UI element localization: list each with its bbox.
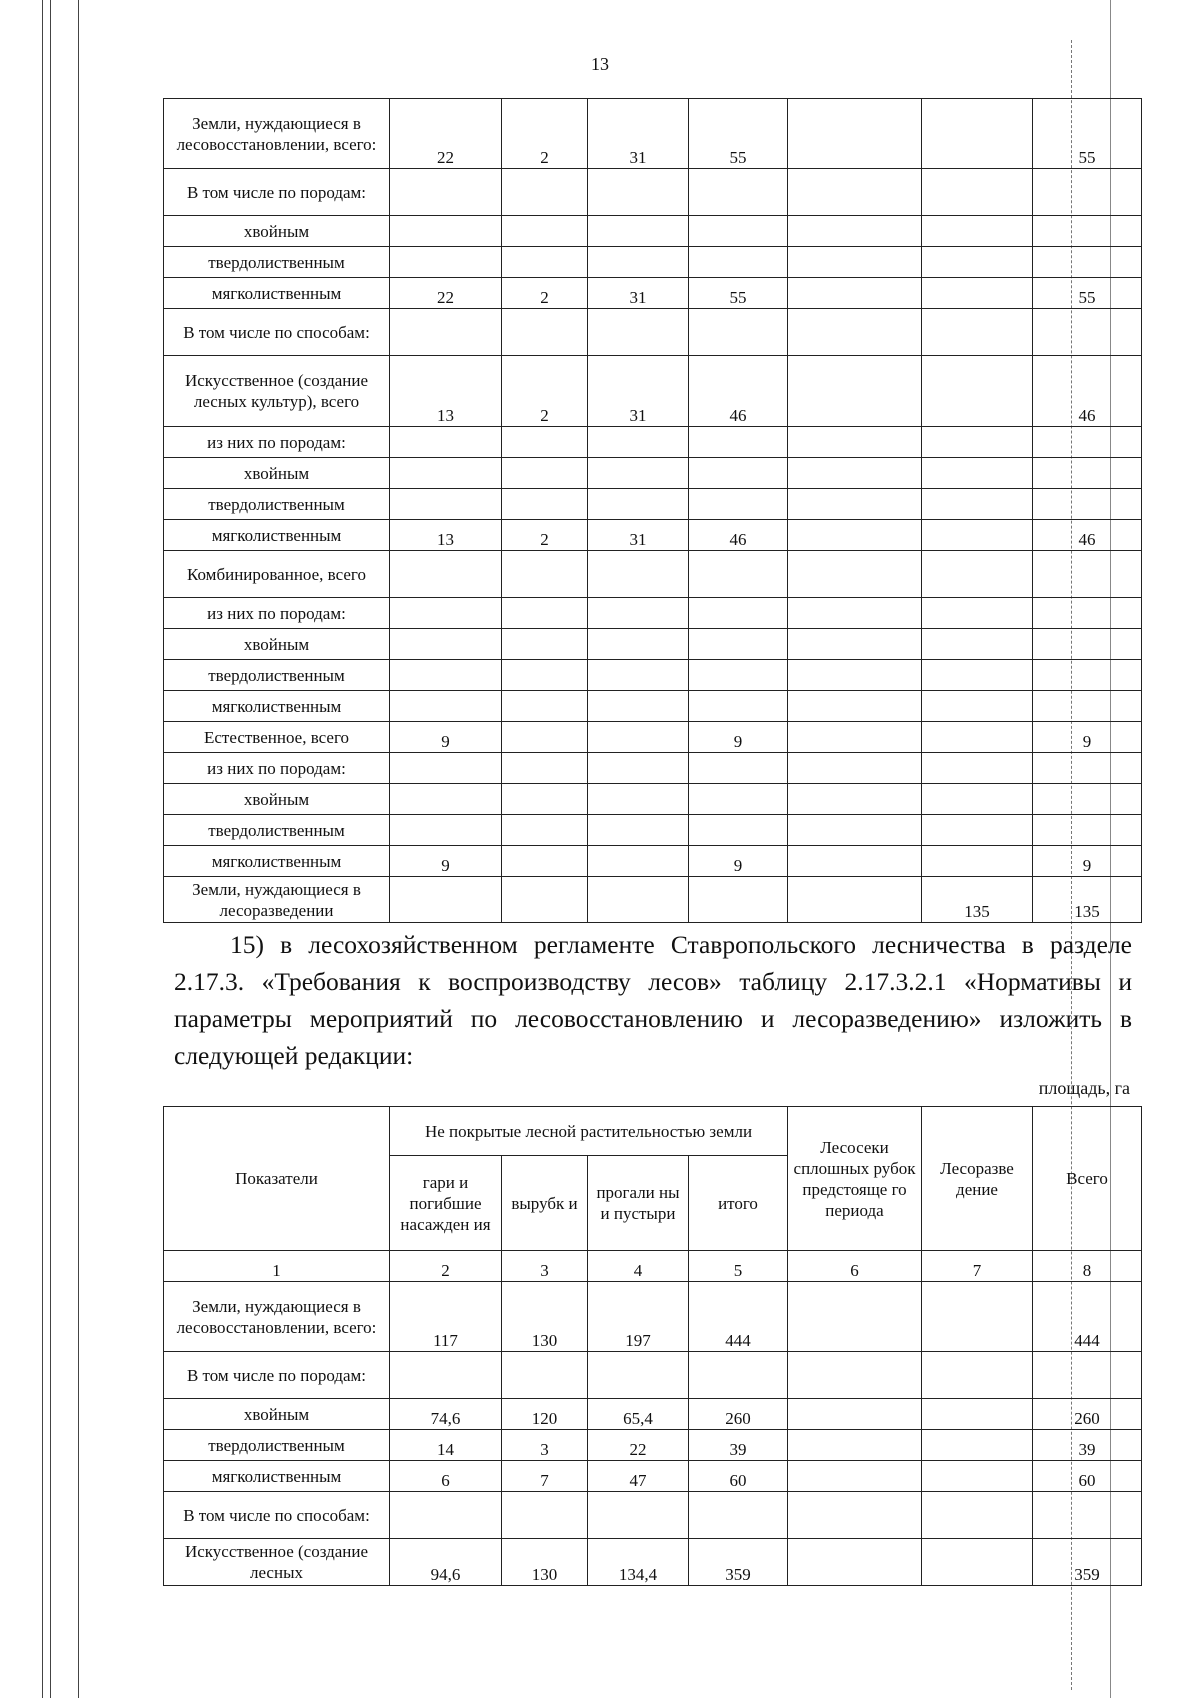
- row-label: Естественное, всего: [164, 722, 390, 753]
- table-cell: [689, 551, 788, 598]
- table-cell: 65,4: [588, 1399, 689, 1430]
- table-cell: [502, 247, 588, 278]
- table-cell: [588, 1492, 689, 1539]
- header-indicators: Показатели: [164, 1107, 390, 1251]
- table-cell: [390, 784, 502, 815]
- table-cell: 31: [588, 356, 689, 427]
- table-cell: [1033, 629, 1142, 660]
- table-cell: [689, 691, 788, 722]
- table-cell: [922, 1430, 1033, 1461]
- row-label: твердолиственным: [164, 815, 390, 846]
- table-cell: 60: [689, 1461, 788, 1492]
- table-cell: [922, 1352, 1033, 1399]
- table-cell: [689, 216, 788, 247]
- table-cell: [502, 784, 588, 815]
- table-cell: 3: [502, 1430, 588, 1461]
- table-cell: [788, 356, 922, 427]
- table-cell: 359: [1033, 1539, 1142, 1586]
- table-cell: [588, 722, 689, 753]
- table-cell: [588, 551, 689, 598]
- table-cell: [788, 629, 922, 660]
- row-label: из них по породам:: [164, 753, 390, 784]
- table-cell: [922, 784, 1033, 815]
- table-cell: 94,6: [390, 1539, 502, 1586]
- table-cell: 22: [390, 99, 502, 169]
- table-cell: 46: [689, 356, 788, 427]
- table-cell: [689, 598, 788, 629]
- table-cell: [502, 1352, 588, 1399]
- table-cell: [588, 691, 689, 722]
- table-cell: [788, 598, 922, 629]
- table-cell: 6: [390, 1461, 502, 1492]
- table-cell: [390, 1352, 502, 1399]
- table-cell: [588, 629, 689, 660]
- table-cell: [502, 309, 588, 356]
- table-cell: [689, 877, 788, 923]
- table-cell: [922, 598, 1033, 629]
- row-label: хвойным: [164, 458, 390, 489]
- table-cell: 2: [502, 278, 588, 309]
- scan-margin-line: [78, 0, 79, 1698]
- header-burns: гари и погибшие насажден ия: [390, 1156, 502, 1251]
- table-row: [164, 1539, 1142, 1586]
- table-cell: [689, 815, 788, 846]
- table-cell: [502, 660, 588, 691]
- scan-margin-line: [42, 0, 43, 1698]
- table-cell: [502, 846, 588, 877]
- table-cell: [788, 1399, 922, 1430]
- table-cell: [1033, 1492, 1142, 1539]
- column-number: 5: [689, 1251, 788, 1282]
- table-cell: [588, 753, 689, 784]
- row-label: из них по породам:: [164, 427, 390, 458]
- column-number: 6: [788, 1251, 922, 1282]
- table-cell: 9: [689, 722, 788, 753]
- table-cell: [1033, 458, 1142, 489]
- table-cell: [788, 427, 922, 458]
- row-label: хвойным: [164, 1399, 390, 1430]
- table-row: [164, 520, 1142, 551]
- table-cell: [788, 753, 922, 784]
- table-row: [164, 247, 1142, 278]
- row-label: Комбинированное, всего: [164, 551, 390, 598]
- table-cell: [788, 489, 922, 520]
- page-number: 13: [591, 54, 609, 74]
- table-row: [164, 691, 1142, 722]
- table-cell: 46: [689, 520, 788, 551]
- table-cell: [689, 1352, 788, 1399]
- table-cell: [922, 309, 1033, 356]
- table-cell: 197: [588, 1282, 689, 1352]
- table-row: [164, 169, 1142, 216]
- table-cell: [1033, 247, 1142, 278]
- table-cell: [1033, 660, 1142, 691]
- table-cell: [788, 1492, 922, 1539]
- row-label: В том числе по породам:: [164, 169, 390, 216]
- table-cell: [1033, 309, 1142, 356]
- table-cell: 39: [689, 1430, 788, 1461]
- table-cell: [922, 1399, 1033, 1430]
- table-cell: 135: [922, 877, 1033, 923]
- table-cell: [1033, 753, 1142, 784]
- table-cell: 135: [1033, 877, 1142, 923]
- table-cell: [689, 247, 788, 278]
- row-label: хвойным: [164, 216, 390, 247]
- table-row: [164, 1492, 1142, 1539]
- column-number: 1: [164, 1251, 390, 1282]
- table-row: [164, 1461, 1142, 1492]
- table-cell: [502, 489, 588, 520]
- table-cell: [502, 1492, 588, 1539]
- table-cell: [588, 846, 689, 877]
- table-cell: [689, 458, 788, 489]
- row-label: твердолиственным: [164, 1430, 390, 1461]
- table-row: [164, 99, 1142, 169]
- table-cell: [922, 216, 1033, 247]
- table-cell: [922, 629, 1033, 660]
- table-cell: 130: [502, 1282, 588, 1352]
- table-cell: 2: [502, 99, 588, 169]
- table-cell: [788, 877, 922, 923]
- table-cell: 22: [390, 278, 502, 309]
- table-cell: [788, 551, 922, 598]
- table-row: [164, 356, 1142, 427]
- scan-margin-line: [50, 0, 51, 1698]
- table-cell: [1033, 216, 1142, 247]
- table-cell: [922, 458, 1033, 489]
- table-cell: [390, 877, 502, 923]
- row-label: Искусственное (создание лесных культур), всего: [164, 356, 390, 427]
- row-label: Искусственное (создание лесных: [164, 1539, 390, 1586]
- table-cell: [588, 660, 689, 691]
- table-cell: [689, 784, 788, 815]
- table-cell: [588, 458, 689, 489]
- table-cell: [588, 216, 689, 247]
- table-row: [164, 722, 1142, 753]
- column-number: 3: [502, 1251, 588, 1282]
- column-number: 2: [390, 1251, 502, 1282]
- table-cell: 359: [689, 1539, 788, 1586]
- row-label: В том числе по способам:: [164, 309, 390, 356]
- table-row: [164, 598, 1142, 629]
- table-row: [164, 1430, 1142, 1461]
- table-cell: [922, 753, 1033, 784]
- table-cell: [390, 247, 502, 278]
- table-cell: [502, 427, 588, 458]
- column-number: 8: [1033, 1251, 1142, 1282]
- table-cell: 55: [689, 278, 788, 309]
- row-label: Земли, нуждающиеся в лесовосстановлении, всего:: [164, 1282, 390, 1352]
- table-row: [164, 278, 1142, 309]
- table-cell: [502, 753, 588, 784]
- row-label: Земли, нуждающиеся в лесоразведении: [164, 877, 390, 923]
- table-cell: [588, 877, 689, 923]
- table-cell: 130: [502, 1539, 588, 1586]
- table-cell: [788, 722, 922, 753]
- table-cell: 2: [502, 520, 588, 551]
- table-cell: [1033, 489, 1142, 520]
- table-cell: 55: [689, 99, 788, 169]
- table-cell: 7: [502, 1461, 588, 1492]
- table-cell: 134,4: [588, 1539, 689, 1586]
- table-cell: [922, 691, 1033, 722]
- header-uncovered-lands: Не покрытые лесной растительностью земли: [390, 1107, 788, 1156]
- table-cell: [390, 660, 502, 691]
- table-cell: [390, 489, 502, 520]
- row-label: мягколиственным: [164, 846, 390, 877]
- column-number: 4: [588, 1251, 689, 1282]
- table-cell: [922, 169, 1033, 216]
- table-cell: [502, 551, 588, 598]
- table-cell: [502, 629, 588, 660]
- table-cell: [788, 278, 922, 309]
- table-cell: 31: [588, 99, 689, 169]
- table-row: [164, 629, 1142, 660]
- table-cell: [588, 427, 689, 458]
- amendment-text: 15) в лесохозяйственном регламенте Ставропольского лесничества в разделе 2.17.3. «Требования к воспроизводству лесов» таблицу 2.17.3.2.1 «Нормативы и параметры мероприятий по лесовосстановлению и лесоразведению» изложить в следующей редакции:: [174, 930, 1132, 1070]
- table-cell: [1033, 551, 1142, 598]
- reforestation-table-continued: [163, 98, 1142, 923]
- row-label: твердолиственным: [164, 489, 390, 520]
- table-cell: [689, 427, 788, 458]
- table-cell: 39: [1033, 1430, 1142, 1461]
- table-cell: [1033, 691, 1142, 722]
- table-cell: [390, 458, 502, 489]
- table-cell: [922, 551, 1033, 598]
- table-cell: [390, 815, 502, 846]
- table-cell: 55: [1033, 99, 1142, 169]
- table-cell: [922, 1282, 1033, 1352]
- table-cell: [390, 309, 502, 356]
- table-cell: [390, 629, 502, 660]
- table-cell: [588, 1352, 689, 1399]
- table-cell: 120: [502, 1399, 588, 1430]
- table-cell: 13: [390, 356, 502, 427]
- table-cell: [922, 247, 1033, 278]
- table-cell: [922, 520, 1033, 551]
- header-afforestation: Лесоразве дение: [922, 1107, 1033, 1251]
- table-row: [164, 1399, 1142, 1430]
- table-cell: 260: [1033, 1399, 1142, 1430]
- row-label: мягколиственным: [164, 1461, 390, 1492]
- table-cell: 55: [1033, 278, 1142, 309]
- table-row: [164, 551, 1142, 598]
- table-cell: [788, 1539, 922, 1586]
- table-cell: [390, 169, 502, 216]
- header-total: Всего: [1033, 1107, 1142, 1251]
- table-cell: [922, 1539, 1033, 1586]
- table-cell: [689, 309, 788, 356]
- row-label: мягколиственным: [164, 278, 390, 309]
- table-cell: [788, 815, 922, 846]
- row-label: из них по породам:: [164, 598, 390, 629]
- table-cell: [922, 815, 1033, 846]
- table-cell: 9: [1033, 722, 1142, 753]
- table-row: [164, 753, 1142, 784]
- unit-note: площадь, га: [1038, 1078, 1130, 1098]
- row-label: мягколиственным: [164, 520, 390, 551]
- table-cell: 74,6: [390, 1399, 502, 1430]
- table-cell: [788, 1352, 922, 1399]
- table-cell: [689, 629, 788, 660]
- table-cell: [689, 169, 788, 216]
- table-cell: 60: [1033, 1461, 1142, 1492]
- table-cell: [788, 309, 922, 356]
- table-cell: 117: [390, 1282, 502, 1352]
- table-cell: [788, 99, 922, 169]
- table-cell: [922, 1461, 1033, 1492]
- table-cell: [1033, 598, 1142, 629]
- table-cell: [588, 169, 689, 216]
- table-cell: [1033, 169, 1142, 216]
- table-cell: 14: [390, 1430, 502, 1461]
- table-cell: [1033, 427, 1142, 458]
- table-cell: [788, 784, 922, 815]
- table-cell: [922, 1492, 1033, 1539]
- header-clearcuts: Лесосеки сплошных рубок предстояще го периода: [788, 1107, 922, 1251]
- table-cell: 444: [689, 1282, 788, 1352]
- table-cell: [588, 598, 689, 629]
- table-row: [164, 1352, 1142, 1399]
- table-row: [164, 489, 1142, 520]
- row-label: мягколиственным: [164, 691, 390, 722]
- table-cell: [689, 1492, 788, 1539]
- table-cell: [502, 458, 588, 489]
- table-cell: 9: [1033, 846, 1142, 877]
- table-cell: 13: [390, 520, 502, 551]
- table-cell: 9: [689, 846, 788, 877]
- table-cell: [922, 99, 1033, 169]
- table-cell: [689, 753, 788, 784]
- table-cell: [502, 691, 588, 722]
- table-cell: [922, 722, 1033, 753]
- table-cell: [788, 169, 922, 216]
- table-cell: 2: [502, 356, 588, 427]
- row-label: хвойным: [164, 784, 390, 815]
- table-cell: [922, 278, 1033, 309]
- table-cell: [390, 598, 502, 629]
- table-cell: [502, 877, 588, 923]
- table-cell: [922, 427, 1033, 458]
- table-cell: 444: [1033, 1282, 1142, 1352]
- amendment-paragraph: [174, 926, 1132, 1074]
- table-cell: [390, 753, 502, 784]
- table-cell: [922, 846, 1033, 877]
- table-cell: [502, 169, 588, 216]
- table-cell: [922, 660, 1033, 691]
- table-cell: [390, 1492, 502, 1539]
- row-label: Земли, нуждающиеся в лесовосстановлении, всего:: [164, 99, 390, 169]
- table-row: [164, 1282, 1142, 1352]
- table-cell: [788, 247, 922, 278]
- row-label: твердолиственным: [164, 660, 390, 691]
- table-cell: [689, 489, 788, 520]
- table-cell: [788, 1282, 922, 1352]
- table-cell: [588, 784, 689, 815]
- table-cell: [588, 489, 689, 520]
- table-cell: [390, 216, 502, 247]
- table-row: [164, 784, 1142, 815]
- table-cell: 22: [588, 1430, 689, 1461]
- header-glades: прогали ны и пустыри: [588, 1156, 689, 1251]
- row-label: В том числе по породам:: [164, 1352, 390, 1399]
- table-cell: [788, 1461, 922, 1492]
- table-cell: [390, 691, 502, 722]
- table-cell: [788, 520, 922, 551]
- row-label: хвойным: [164, 629, 390, 660]
- table-row: [164, 427, 1142, 458]
- table-cell: [502, 598, 588, 629]
- table-cell: [788, 846, 922, 877]
- table-cell: 46: [1033, 356, 1142, 427]
- table-cell: [502, 815, 588, 846]
- table-row: [164, 458, 1142, 489]
- header-subtotal: итого: [689, 1156, 788, 1251]
- table-row: [164, 877, 1142, 923]
- table-cell: [788, 691, 922, 722]
- table-cell: [390, 551, 502, 598]
- table-cell: [502, 722, 588, 753]
- table-row: [164, 216, 1142, 247]
- table-cell: [788, 1430, 922, 1461]
- table-cell: [588, 309, 689, 356]
- table-cell: [588, 815, 689, 846]
- table-cell: 46: [1033, 520, 1142, 551]
- table-cell: 31: [588, 520, 689, 551]
- table-cell: [922, 356, 1033, 427]
- reforestation-norms-table: [163, 1106, 1142, 1586]
- table-cell: [788, 660, 922, 691]
- table-cell: [922, 489, 1033, 520]
- table-cell: [788, 458, 922, 489]
- table-cell: 47: [588, 1461, 689, 1492]
- table-row: [164, 660, 1142, 691]
- table-cell: [1033, 815, 1142, 846]
- table-cell: [689, 660, 788, 691]
- table-cell: [1033, 1352, 1142, 1399]
- table-cell: [502, 216, 588, 247]
- header-cutovers: вырубк и: [502, 1156, 588, 1251]
- table-cell: [788, 216, 922, 247]
- row-label: твердолиственным: [164, 247, 390, 278]
- table-cell: 9: [390, 846, 502, 877]
- table-cell: [1033, 784, 1142, 815]
- table-cell: [390, 427, 502, 458]
- row-label: В том числе по способам:: [164, 1492, 390, 1539]
- table-cell: 31: [588, 278, 689, 309]
- column-number: 7: [922, 1251, 1033, 1282]
- table-row: [164, 815, 1142, 846]
- table-cell: [588, 247, 689, 278]
- table-cell: 9: [390, 722, 502, 753]
- table-cell: 260: [689, 1399, 788, 1430]
- table-row: [164, 846, 1142, 877]
- table-row: [164, 309, 1142, 356]
